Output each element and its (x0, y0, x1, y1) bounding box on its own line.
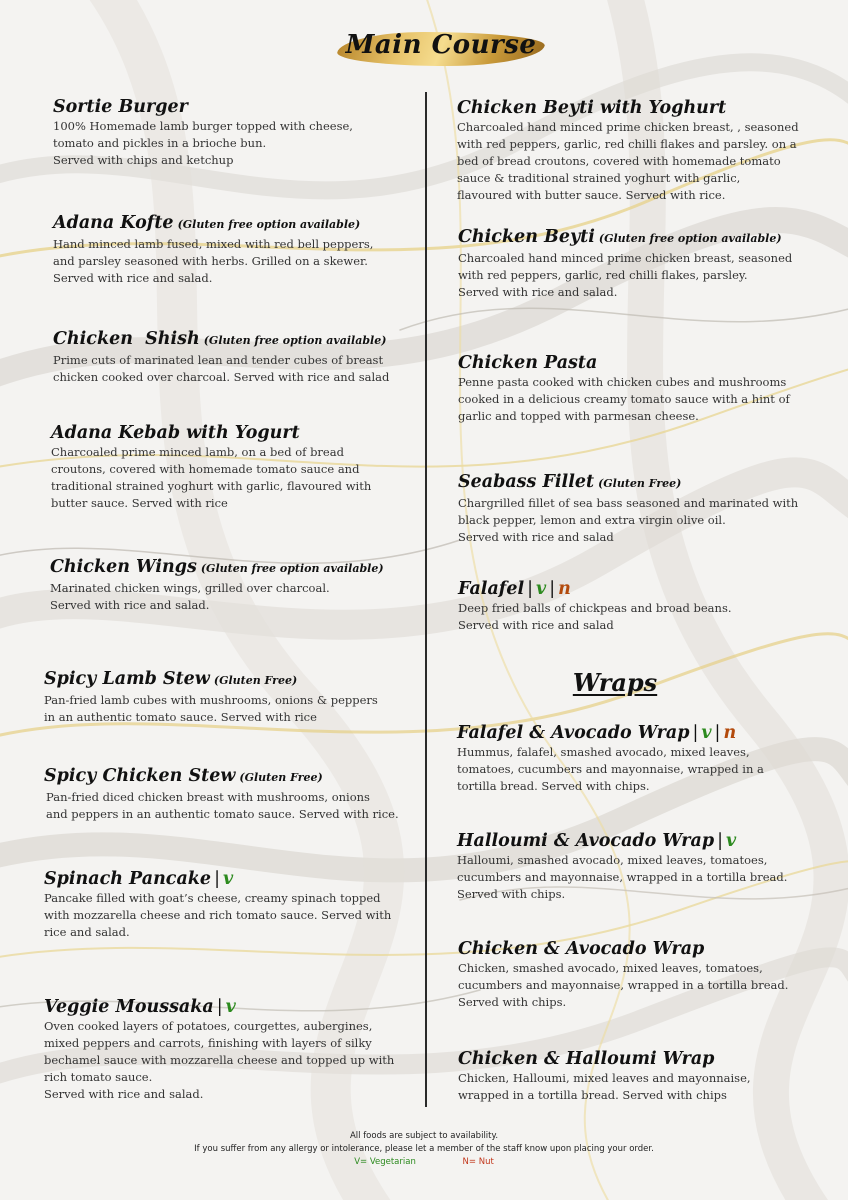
menu-item-chicken-beyti (458, 226, 828, 301)
item-name: Spinach Pancake (44, 869, 212, 889)
menu-item-spicy-chicken-stew (44, 765, 422, 823)
item-description: Marinated chicken wings, grilled over charcoal. Served with rice and salad. (50, 581, 330, 612)
item-description: Charcoaled hand minced prime chicken breast, seasoned with red peppers, garlic, red chilli flakes, parsley. Served with rice and salad. (458, 251, 793, 299)
item-name: Adana Kebab with Yogurt (51, 423, 300, 443)
item-name: Chicken Beyti with Yoghurt (457, 98, 727, 118)
main-course-title-text: Main Course (345, 30, 537, 60)
item-name: Chicken & Halloumi Wrap (458, 1049, 715, 1069)
item-dietary-note: (Gluten Free) (239, 771, 323, 784)
menu-item-seabass-fillet (458, 471, 828, 546)
item-dietary-note: (Gluten free option available) (177, 218, 361, 231)
menu-item-falafel-avocado-wrap: Falafel & Avocado Wrap | v | n Hummus, falafel, smashed avocado, mixed leaves, tomatoes, cucumbers and mayonnaise, wrapped in a tortilla bread. Served with chips. (457, 722, 827, 795)
vegetarian-legend: V= Vegetarian (354, 1157, 416, 1167)
item-description: Chicken, smashed avocado, mixed leaves, tomatoes, cucumbers and mayonnaise, wrapped in a tortilla bread. Served with chips. (458, 961, 789, 1009)
item-description: Pancake filled with goat’s cheese, creamy spinach topped with mozzarella cheese and rich tomato sauce. Served with rice and salad. (44, 891, 392, 939)
menu-item-chicken-avocado-wrap (458, 938, 828, 1011)
item-name: Falafel (458, 579, 525, 599)
item-description: Charcoaled hand minced prime chicken breast, , seasoned with red peppers, garlic, red chilli flakes and parsley. on a bed of bread croutons, covered with homemade tomato sauce & traditional strained yoghurt with garlic, flavoured with butter sauce. Served with rice. (457, 120, 799, 202)
menu-item-spicy-lamb-stew (44, 668, 422, 726)
item-name: Veggie Moussaka (44, 997, 214, 1017)
item-description: Oven cooked layers of potatoes, courgettes, aubergines, mixed peppers and carrots, finishing with layers of silky bechamel sauce with mozzarella cheese and topped up with rich tomato sauce. Served with rice and salad. (44, 1019, 395, 1101)
item-name: Chicken Shish (53, 329, 200, 349)
vegetarian-marker: v (701, 723, 712, 743)
item-description: Halloumi, smashed avocado, mixed leaves, tomatoes, cucumbers and mayonnaise, wrapped in a tortilla bread. Served with chips. (457, 853, 788, 901)
item-name: Chicken Pasta (458, 353, 598, 373)
menu-item-chicken-pasta (458, 352, 828, 425)
menu-item-chicken-halloumi-wrap (458, 1048, 828, 1104)
item-name: Sortie Burger (53, 97, 188, 117)
item-dietary-note: (Gluten free option available) (598, 232, 782, 245)
item-name: Chicken & Avocado Wrap (458, 939, 705, 959)
item-name: Spicy Chicken Stew (44, 766, 236, 786)
dietary-legend (150, 1156, 698, 1169)
vegetarian-marker: v (225, 997, 236, 1017)
item-dietary-note: (Gluten Free) (213, 674, 298, 687)
allergy-notice: If you suffer from any allergy or intolerance, please let a member of the staff know upon placing your order. (194, 1144, 654, 1154)
item-dietary-note: (Gluten free option available) (200, 562, 384, 575)
item-description: Pan-fried diced chicken breast with mushrooms, onions and peppers in an authentic tomato sauce. Served with rice. (46, 790, 399, 821)
menu-item-chicken-shish (53, 328, 423, 386)
item-name: Chicken Wings (50, 557, 197, 577)
item-description: Chargrilled fillet of sea bass seasoned and marinated with black pepper, lemon and extra virgin olive oil. Served with rice and salad (458, 496, 799, 544)
wraps-section-title: Wraps (572, 668, 658, 697)
menu-item-sortie-burger (53, 96, 423, 169)
item-dietary-note: (Gluten free option available) (203, 334, 387, 347)
menu-item-chicken-beyti-yoghurt (457, 97, 827, 204)
menu-item-falafel: Falafel | v | n Deep fried balls of chickpeas and broad beans. Served with rice and salad (458, 578, 828, 634)
item-description: Hand minced lamb fused, mixed with red bell peppers, and parsley seasoned with herbs. Grilled on a skewer. Served with rice and salad. (53, 237, 374, 285)
item-description: Deep fried balls of chickpeas and broad beans. Served with rice and salad (458, 601, 732, 632)
item-name: Chicken Beyti (458, 227, 595, 247)
main-course-title (338, 26, 544, 72)
item-description: Chicken, Halloumi, mixed leaves and mayonnaise, wrapped in a tortilla bread. Served with chips (458, 1071, 751, 1102)
item-name: Halloumi & Avocado Wrap (457, 831, 715, 851)
vegetarian-marker: v (222, 869, 234, 889)
item-name: Falafel & Avocado Wrap (457, 723, 690, 743)
item-name: Seabass Fillet (458, 472, 595, 492)
menu-item-spinach-pancake: Spinach Pancake | v Pancake filled with goat’s cheese, creamy spinach topped with mozzarella cheese and rich tomato sauce. Served with rice and salad. (44, 868, 422, 941)
item-description: Charcoaled prime minced lamb, on a bed of bread croutons, covered with homemade tomato sauce and traditional strained yoghurt with garlic, flavoured with butter sauce. Served with rice (51, 445, 372, 510)
menu-item-chicken-wings (50, 556, 422, 614)
nut-marker: n (723, 723, 737, 743)
item-name: Spicy Lamb Stew (44, 669, 210, 689)
item-description: 100% Homemade lamb burger topped with cheese, tomato and pickles in a brioche bun. Served with chips and ketchup (53, 119, 353, 167)
item-description: Penne pasta cooked with chicken cubes and mushrooms cooked in a delicious creamy tomato sauce with a hint of garlic and topped with parmesan cheese. (458, 375, 790, 423)
item-name: Adana Kofte (53, 213, 174, 233)
menu-item-veggie-moussaka: Veggie Moussaka | v Oven cooked layers of potatoes, courgettes, aubergines, mixed peppers and carrots, finishing with layers of silky bechamel sauce with mozzarella cheese and topped up with rich tomato sauce. Served with rice and salad. (44, 996, 422, 1103)
menu-item-halloumi-avocado-wrap: Halloumi & Avocado Wrap | v Halloumi, smashed avocado, mixed leaves, tomatoes, cucumbers and mayonnaise, wrapped in a tortilla bread. Served with chips. (457, 830, 827, 903)
column-divider (425, 92, 427, 1107)
allergy-footer (150, 1130, 698, 1169)
item-description: Prime cuts of marinated lean and tender cubes of breast chicken cooked over charcoal. Served with rice and salad (53, 353, 390, 384)
menu-item-adana-kofte (53, 212, 423, 287)
availability-notice: All foods are subject to availability. (349, 1131, 499, 1141)
menu-item-adana-kebab-yogurt (51, 422, 423, 512)
item-dietary-note: (Gluten Free) (598, 477, 682, 490)
item-description: Pan-fried lamb cubes with mushrooms, onions & peppers in an authentic tomato sauce. Served with rice (44, 693, 378, 724)
vegetarian-marker: v (726, 831, 737, 851)
item-description: Hummus, falafel, smashed avocado, mixed leaves, tomatoes, cucumbers and mayonnaise, wrapped in a tortilla bread. Served with chips. (457, 745, 764, 793)
nut-legend: N= Nut (462, 1157, 494, 1167)
vegetarian-marker: v (536, 579, 547, 599)
nut-marker: n (558, 579, 571, 599)
